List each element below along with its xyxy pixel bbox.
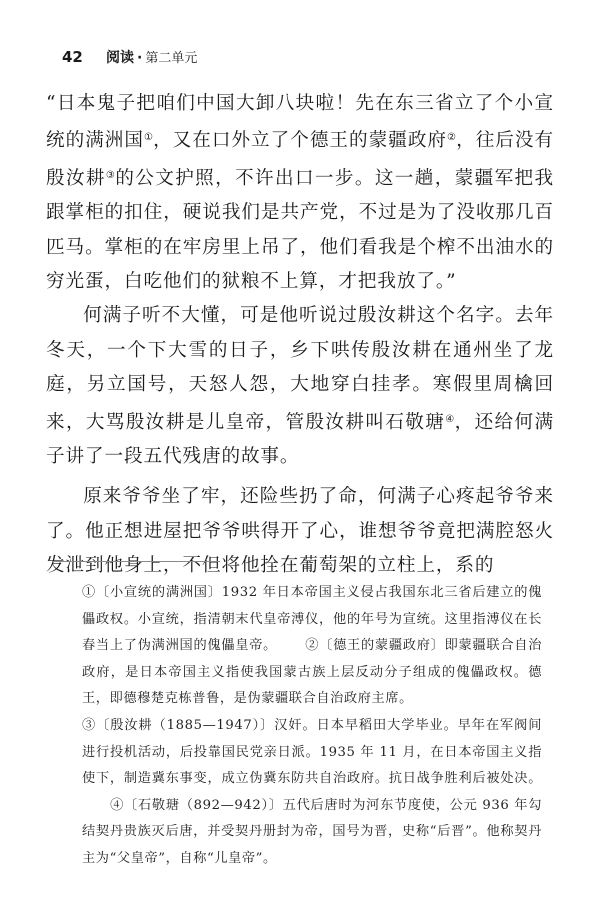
paragraph-3: 原来爷爷坐了牢，还险些扔了命，何满子心疼起爷爷来了。他正想进屋把爷爷哄得开了心，谁想爷爷竟把满腔怒火发泄到他身上，不但将他拴在葡萄架的立柱上，系的 <box>46 486 554 577</box>
footnote-2: ②〔德王的蒙疆政府〕即蒙疆联合自治政府，是日本帝国主义指使我国蒙古族上层反动分子组成的傀儡政权。德王，即德穆楚克栋普鲁，是伪蒙疆联合自治政府主席。 <box>82 638 542 707</box>
footnote-3: ③〔殷汝耕（1885—1947）〕汉奸。日本早稻田大学毕业。早年在军阀间进行投机活动，后投靠国民党亲日派。1935 年 11 月，在日本帝国主义指使下，制造冀东事变，成立伪冀东防共自治政府。抗日战争胜利后被处决。 <box>82 717 542 787</box>
unit-title: 第二单元 <box>145 51 198 66</box>
footnote-3-and-4 <box>82 713 542 873</box>
footnote-ref-1[interactable]: ① <box>143 132 154 144</box>
footnote-divider <box>52 561 220 562</box>
footnote-1: ①〔小宣统的满洲国〕1932 年日本帝国主义侵占我国东北三省后建立的傀儡政权。小宣统，指清朝末代皇帝溥仪，他的年号为宣统。这里指溥仪在长春当上了伪满洲国的傀儡皇帝。 <box>82 585 542 654</box>
page-number: 42 <box>62 48 83 66</box>
text-run: ，往后没有殷汝耕 <box>46 130 554 189</box>
text-run: 的公文护照，不许出口一步。这一趟，蒙疆军把我跟掌柜的扣住，硬说我们是共产党，不过是为了没收那几百匹马。掌柜的在牢房里上吊了，他们看我是个榨不出油水的穷光蛋，白吃他们的狱粮不上算，才把我放了。” <box>46 167 554 293</box>
text-run: “日本鬼子把咱们中国大卸八块啦！先在东三省立了个小宣统的满洲国 <box>46 93 554 152</box>
footnote-4: ④〔石敬瑭（892—942）〕五代后唐时为河东节度使，公元 936 年勾结契丹贵族灭后唐，并受契丹册封为帝，国号为晋，史称“后晋”。他称契丹主为“父皇帝”，自称“儿皇帝”。 <box>82 797 542 866</box>
paragraph-1 <box>46 87 554 299</box>
footnote-ref-3[interactable]: ③ <box>105 169 116 181</box>
section-title: 阅读 <box>106 50 134 66</box>
footnote-ref-2[interactable]: ② <box>447 132 457 144</box>
text-run: ，又在口外立了个德王的蒙疆政府 <box>153 130 448 152</box>
footnote-1-and-2 <box>82 580 542 713</box>
page-header <box>62 47 197 67</box>
main-text <box>46 87 554 584</box>
paragraph-2 <box>46 299 554 474</box>
footnotes <box>82 580 542 873</box>
header-separator: · <box>137 50 143 66</box>
text-run: 何满子听不大懂，可是他听说过殷汝耕这个名字。去年冬天，一个下大雪的日子，乡下哄传殷汝耕在通州坐了龙庭，另立国号，天怒人怨，大地穿白挂孝。寒假里周檎回来，大骂殷汝耕是儿皇帝，管殷汝耕叫石敬瑭 <box>46 305 554 433</box>
footnote-ref-4[interactable]: ④ <box>445 413 455 425</box>
text-run: ，还给何满子讲了一段五代残唐的故事。 <box>46 411 554 468</box>
